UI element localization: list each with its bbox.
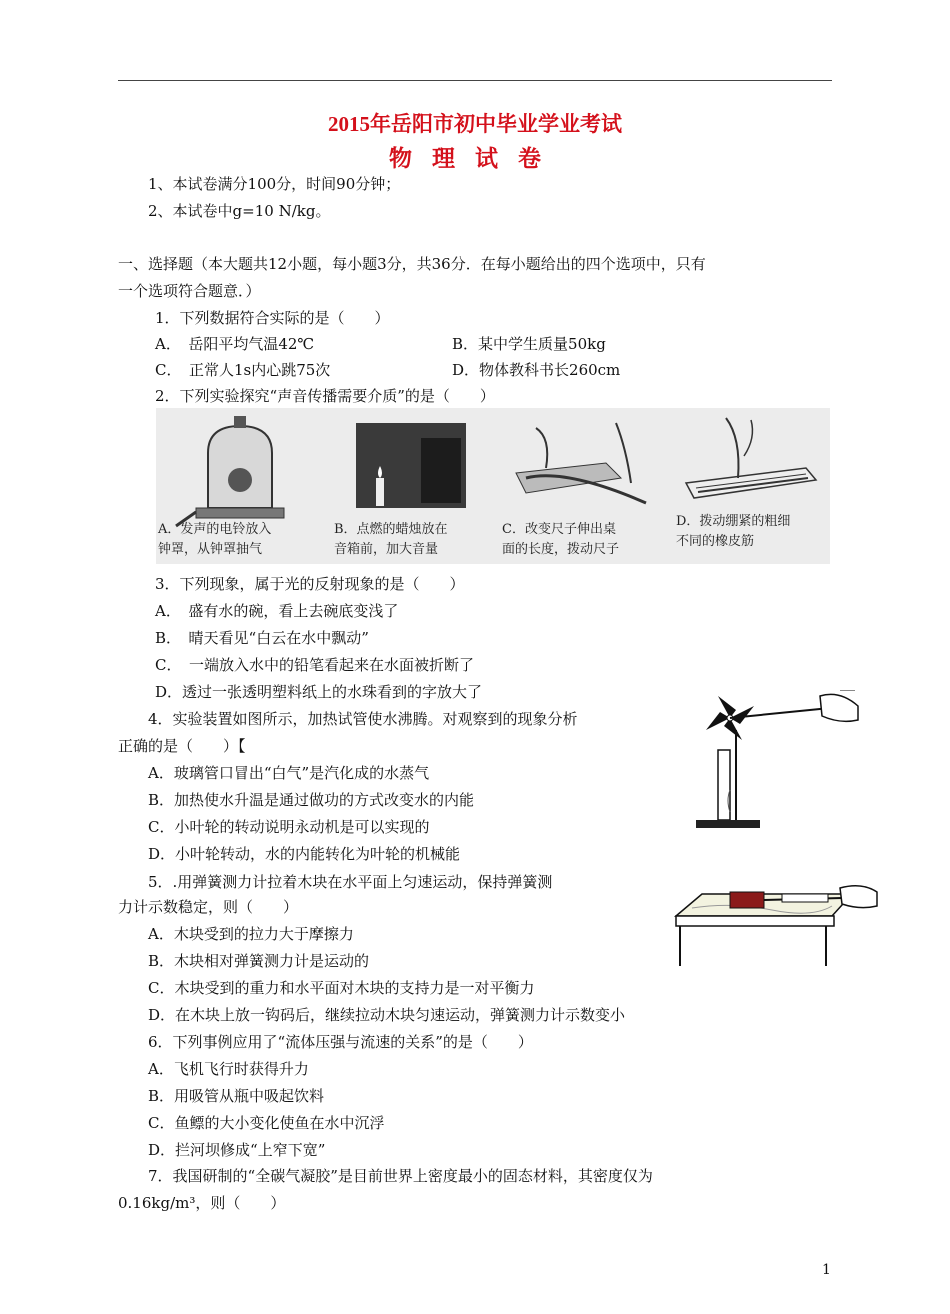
page-number: 1 bbox=[822, 1262, 831, 1278]
q3-option-c: C． 一端放入水中的铅笔看起来在水面被折断了 bbox=[155, 656, 474, 674]
q1-stem: 1．下列数据符合实际的是（ ） bbox=[155, 309, 390, 327]
q3-option-d: D．透过一张透明塑料纸上的水珠看到的字放大了 bbox=[155, 683, 483, 701]
q2-caption-d2: 不同的橡皮筋 bbox=[676, 534, 755, 549]
q5-option-b: B．木块相对弹簧测力计是运动的 bbox=[148, 952, 370, 970]
q3-option-a: A． 盛有水的碗，看上去碗底变浅了 bbox=[155, 602, 399, 620]
q2-stem: 2．下列实验探究“声音传播需要介质”的是（ ） bbox=[155, 387, 495, 405]
spring-scale-figure bbox=[672, 876, 882, 968]
exam-subtitle: 物理试卷 bbox=[389, 146, 561, 171]
q6-option-b: B．用吸管从瓶中吸起饮料 bbox=[148, 1087, 325, 1105]
header-rule bbox=[118, 80, 832, 81]
q5-stem: 5．.用弹簧测力计拉着木块在水平面上匀速运动，保持弹簧测 bbox=[148, 873, 553, 891]
q3-stem: 3．下列现象，属于光的反射现象的是（ ） bbox=[155, 575, 465, 593]
q2-caption-a1: A．发声的电铃放入 bbox=[158, 522, 272, 537]
q5-option-c: C．木块受到的重力和水平面对木块的支持力是一对平衡力 bbox=[148, 979, 535, 997]
q2-caption-c2: 面的长度，拨动尺子 bbox=[502, 542, 620, 557]
q4-option-d: D．小叶轮转动，水的内能转化为叶轮的机械能 bbox=[148, 845, 461, 863]
q2-caption-c1: C．改变尺子伸出桌 bbox=[502, 522, 616, 537]
q4-option-c: C．小叶轮的转动说明永动机是可以实现的 bbox=[148, 818, 430, 836]
q4-option-b: B．加热使水升温是通过做功的方式改变水的内能 bbox=[148, 791, 475, 809]
q7-stem: 7．我国研制的“全碳气凝胶”是目前世界上密度最小的固态材料，其密度仅为 bbox=[148, 1167, 653, 1185]
q2-caption-a2: 钟罩，从钟罩抽气 bbox=[158, 542, 263, 557]
section-heading: 一、选择题（本大题共12小题，每小题3分，共36分．在每小题给出的四个选项中，只有 bbox=[118, 255, 706, 273]
q2-figure bbox=[156, 408, 830, 564]
q6-option-a: A．飞机飞行时获得升力 bbox=[148, 1060, 309, 1078]
q6-option-c: C．鱼鳔的大小变化使鱼在水中沉浮 bbox=[148, 1114, 385, 1132]
q5-stem-cont: 力计示数稳定，则（ ） bbox=[118, 898, 299, 916]
section-heading-cont: 一个选项符合题意．） bbox=[118, 282, 261, 300]
q6-option-d: D．拦河坝修成“上窄下宽” bbox=[148, 1141, 326, 1159]
q2-caption-b1: B．点燃的蜡烛放在 bbox=[334, 522, 448, 537]
pinwheel-test-tube-figure bbox=[690, 690, 870, 838]
note-2: 2、本试卷中g=10 N/kg。 bbox=[148, 202, 331, 220]
q1-option-d: D．物体教科书长260cm bbox=[452, 361, 621, 379]
q2-caption-d1: D．拨动绷紧的粗细 bbox=[676, 514, 791, 529]
exam-title: 2015年岳阳市初中毕业学业考试 bbox=[328, 112, 622, 136]
note-1: 1、本试卷满分100分，时间90分钟； bbox=[148, 175, 401, 193]
q1-option-b: B．某中学生质量50kg bbox=[452, 335, 606, 353]
q1-option-a: A． 岳阳平均气温42℃ bbox=[155, 335, 315, 353]
q4-option-a: A．玻璃管口冒出“白气”是汽化成的水蒸气 bbox=[148, 764, 430, 782]
q5-option-a: A．木块受到的拉力大于摩擦力 bbox=[148, 925, 354, 943]
q4-stem: 4．实验装置如图所示，加热试管使水沸腾。对观察到的现象分析 bbox=[148, 710, 578, 728]
q2-caption-b2: 音箱前，加大音量 bbox=[334, 542, 439, 557]
q5-option-d: D．在木块上放一钩码后，继续拉动木块匀速运动，弹簧测力计示数变小 bbox=[148, 1006, 626, 1024]
q6-stem: 6．下列事例应用了“流体压强与流速的关系”的是（ ） bbox=[148, 1033, 533, 1051]
q4-stem-cont: 正确的是（ ）【 bbox=[118, 737, 246, 755]
q7-stem-cont: 0.16kg/m³，则（ ） bbox=[118, 1194, 286, 1212]
q1-option-c: C． 正常人1s内心跳75次 bbox=[155, 361, 331, 379]
q3-option-b: B． 晴天看见“白云在水中飘动” bbox=[155, 629, 369, 647]
